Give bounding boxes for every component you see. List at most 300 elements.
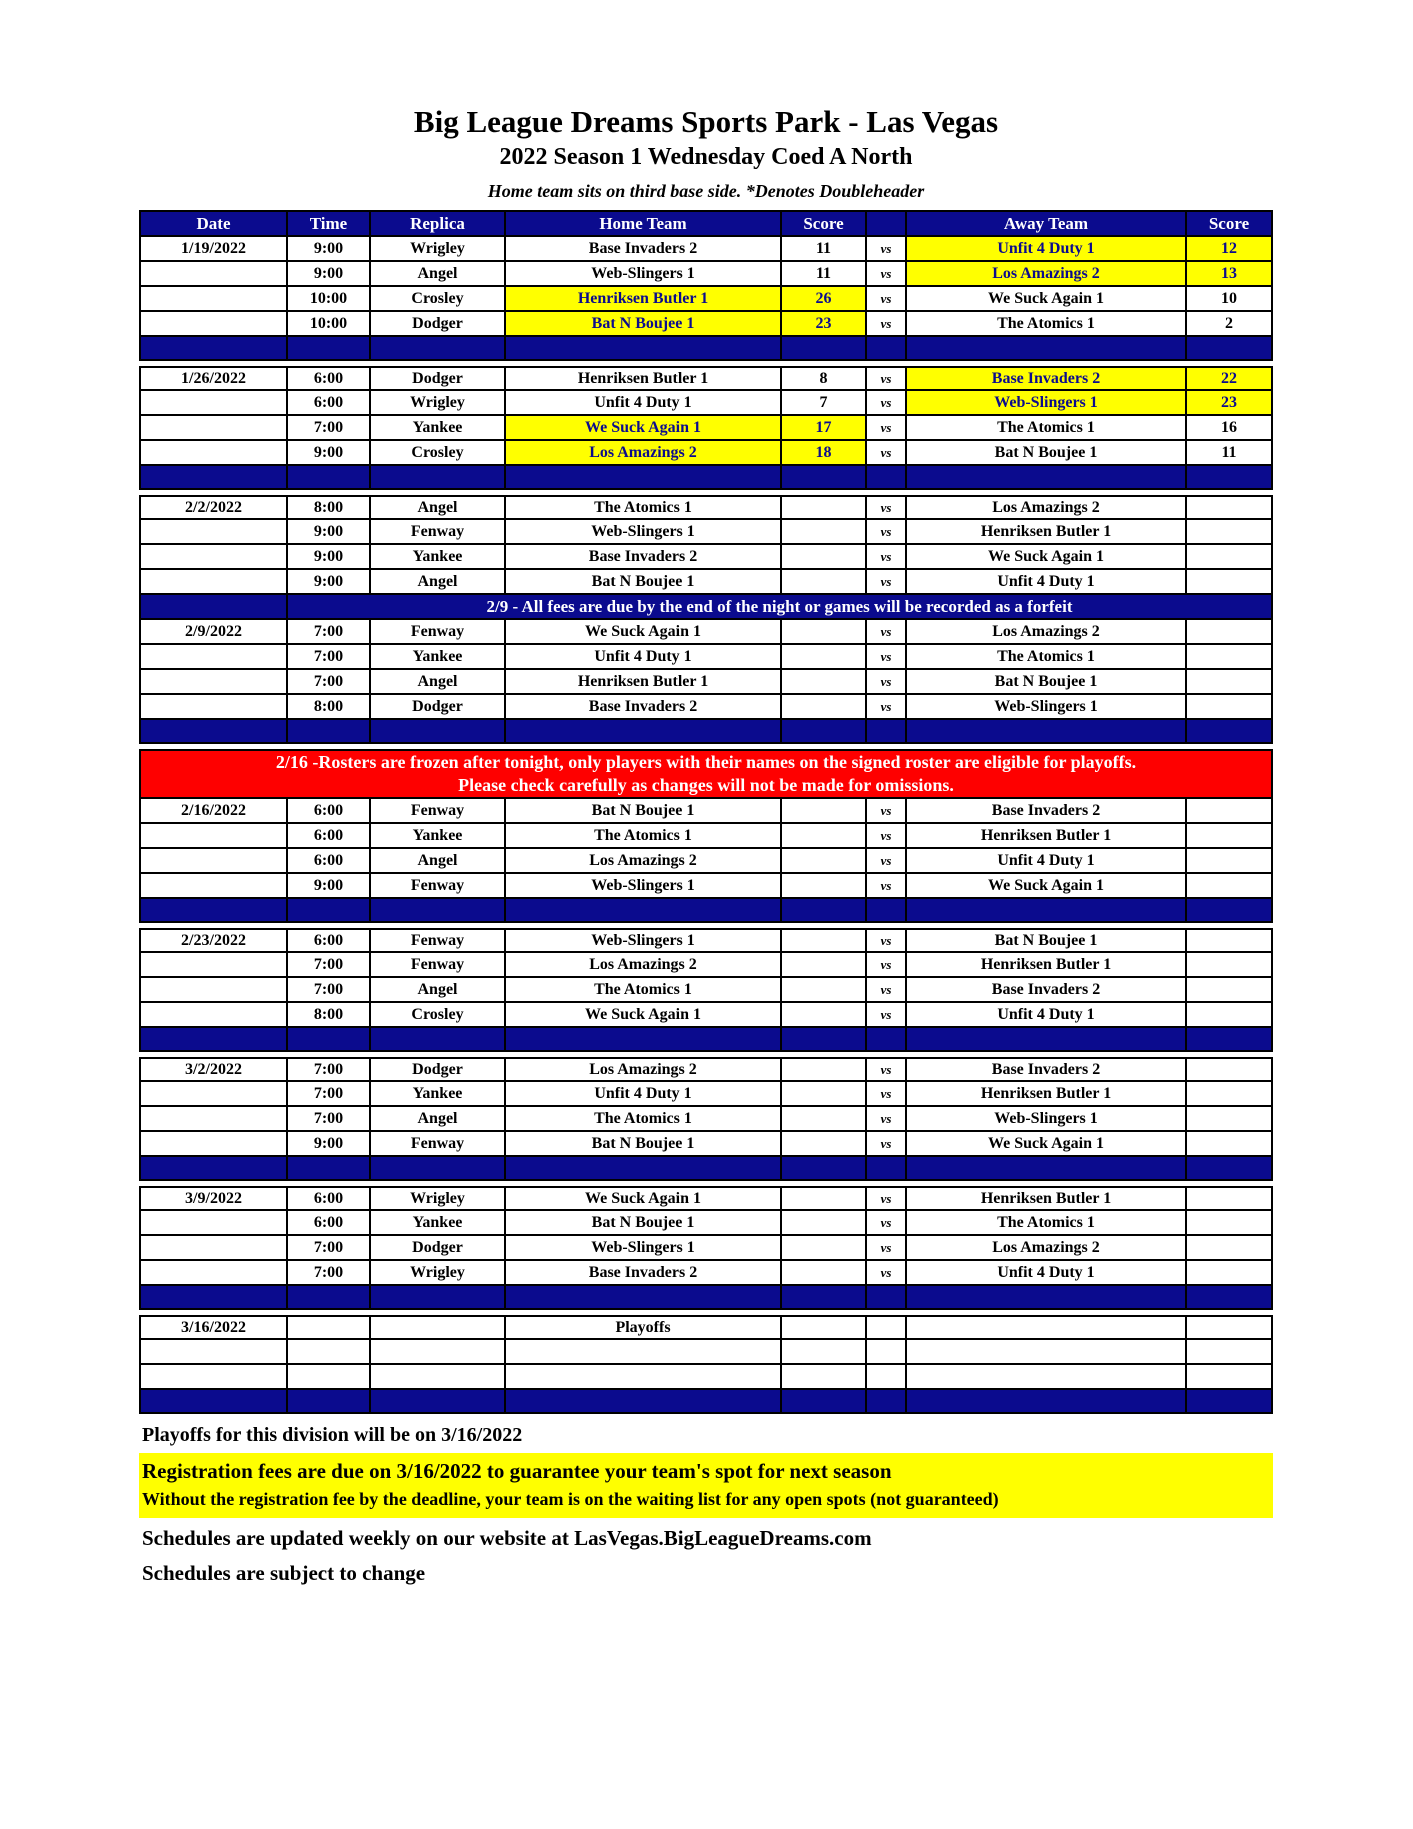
empty-cell	[371, 1340, 506, 1363]
subject-to-change-line: Schedules are subject to change	[142, 1561, 426, 1585]
empty-cell	[782, 1340, 867, 1363]
empty-cell	[867, 1365, 907, 1388]
vs-cell	[867, 620, 907, 643]
vs-cell	[867, 312, 907, 335]
home-team-score	[782, 520, 867, 543]
registration-due-line: Registration fees are due on 3/16/2022 to guarantee your team's spot for next season	[142, 1459, 892, 1483]
vs-cell	[867, 953, 907, 976]
fees-note-text: 2/9 - All fees are due by the end of the night or games will be recorded as a forfeit	[288, 595, 1273, 618]
separator-cell	[141, 1028, 288, 1050]
separator-cell	[867, 899, 907, 921]
separator-row	[139, 1286, 1273, 1310]
game-row	[139, 1132, 1273, 1157]
away-team-name: Los Amazings 2	[907, 262, 1187, 285]
away-team-score	[1187, 1317, 1273, 1338]
home-team-name: Bat N Boujee 1	[506, 1132, 782, 1155]
separator-row	[139, 337, 1273, 361]
game-time: 6:00	[288, 1211, 371, 1234]
home-team-name: The Atomics 1	[506, 824, 782, 847]
separator-cell	[907, 466, 1187, 488]
vs-cell	[867, 1236, 907, 1259]
game-replica: Fenway	[371, 1132, 506, 1155]
game-replica	[371, 1317, 506, 1338]
home-team-name: Los Amazings 2	[506, 441, 782, 464]
vs-cell	[867, 1003, 907, 1026]
home-team-score	[782, 695, 867, 718]
away-team-name: Base Invaders 2	[907, 799, 1187, 822]
separator-cell	[867, 1286, 907, 1308]
separator-cell	[1187, 1390, 1273, 1412]
away-team-score	[1187, 570, 1273, 593]
away-team-name: Unfit 4 Duty 1	[907, 1261, 1187, 1284]
separator-cell	[288, 337, 371, 359]
separator-cell	[1187, 337, 1273, 359]
away-team-name: The Atomics 1	[907, 416, 1187, 439]
away-team-score: 2	[1187, 312, 1273, 335]
home-team-score: 11	[782, 262, 867, 285]
game-replica: Angel	[371, 849, 506, 872]
vs-cell	[867, 520, 907, 543]
game-replica: Fenway	[371, 930, 506, 951]
game-row	[139, 978, 1273, 1003]
separator-cell	[371, 466, 506, 488]
game-date: 2/23/2022	[141, 930, 288, 951]
away-team-score	[1187, 1211, 1273, 1234]
game-replica: Yankee	[371, 824, 506, 847]
game-date: 1/26/2022	[141, 368, 288, 389]
separator-cell	[506, 1028, 782, 1050]
away-team-name: Web-Slingers 1	[907, 695, 1187, 718]
game-row	[139, 1211, 1273, 1236]
separator-cell	[141, 1286, 288, 1308]
home-team-score: 18	[782, 441, 867, 464]
vs-cell	[867, 874, 907, 897]
vs-cell	[867, 416, 907, 439]
header-time: Time	[288, 212, 371, 235]
home-team-score	[782, 645, 867, 668]
game-date	[141, 1236, 288, 1259]
vs-label: vs	[880, 932, 892, 948]
game-replica: Fenway	[371, 874, 506, 897]
away-team-name: Henriksen Butler 1	[907, 1082, 1187, 1105]
home-team-name: Bat N Boujee 1	[506, 570, 782, 593]
home-team-name: Base Invaders 2	[506, 237, 782, 260]
separator-cell	[288, 1157, 371, 1179]
away-team-score	[1187, 799, 1273, 822]
vs-cell	[867, 645, 907, 668]
game-time: 7:00	[288, 978, 371, 1001]
separator-row	[139, 899, 1273, 923]
home-team-name: Playoffs	[506, 1317, 782, 1338]
game-time: 8:00	[288, 497, 371, 518]
game-row	[139, 1107, 1273, 1132]
away-team-name: Base Invaders 2	[907, 1059, 1187, 1080]
game-replica: Crosley	[371, 441, 506, 464]
away-team-name: Bat N Boujee 1	[907, 441, 1187, 464]
home-team-score	[782, 570, 867, 593]
game-row	[139, 620, 1273, 645]
away-team-name: Unfit 4 Duty 1	[907, 237, 1187, 260]
game-replica: Dodger	[371, 368, 506, 389]
separator-cell	[288, 720, 371, 742]
game-date	[141, 953, 288, 976]
home-team-name: We Suck Again 1	[506, 620, 782, 643]
away-team-score: 10	[1187, 287, 1273, 310]
header-date: Date	[141, 212, 288, 235]
home-team-name: Base Invaders 2	[506, 545, 782, 568]
game-row	[139, 262, 1273, 287]
vs-label: vs	[880, 265, 892, 281]
playoffs-date-line: Playoffs for this division will be on 3/16/2022	[142, 1424, 523, 1446]
vs-cell	[867, 1317, 907, 1338]
game-time: 6:00	[288, 391, 371, 414]
vs-cell	[867, 978, 907, 1001]
home-team-score	[782, 1211, 867, 1234]
away-team-score: 13	[1187, 262, 1273, 285]
home-team-score	[782, 849, 867, 872]
vs-cell	[867, 441, 907, 464]
empty-cell	[141, 1340, 288, 1363]
vs-cell	[867, 1211, 907, 1234]
header-away-score: Score	[1187, 212, 1273, 235]
game-time: 7:00	[288, 1059, 371, 1080]
footer	[139, 1423, 1273, 1586]
away-team-name: We Suck Again 1	[907, 545, 1187, 568]
away-team-score	[1187, 1188, 1273, 1209]
home-team-name: Los Amazings 2	[506, 849, 782, 872]
separator-cell	[371, 1390, 506, 1412]
vs-label: vs	[880, 852, 892, 868]
separator-cell	[1187, 1286, 1273, 1308]
vs-cell	[867, 930, 907, 951]
vs-cell	[867, 287, 907, 310]
game-time: 6:00	[288, 930, 371, 951]
game-date	[141, 1261, 288, 1284]
game-row	[139, 874, 1273, 899]
separator-cell	[506, 466, 782, 488]
game-replica: Crosley	[371, 1003, 506, 1026]
home-team-name: The Atomics 1	[506, 497, 782, 518]
separator-cell	[506, 1390, 782, 1412]
separator-cell	[288, 1028, 371, 1050]
vs-label: vs	[880, 623, 892, 639]
separator-cell	[907, 1028, 1187, 1050]
home-team-score	[782, 930, 867, 951]
away-team-name: The Atomics 1	[907, 312, 1187, 335]
game-date: 3/2/2022	[141, 1059, 288, 1080]
home-team-name: Bat N Boujee 1	[506, 1211, 782, 1234]
home-team-score	[782, 1236, 867, 1259]
game-time: 9:00	[288, 1132, 371, 1155]
vs-label: vs	[880, 698, 892, 714]
vs-label: vs	[880, 444, 892, 460]
vs-label: vs	[880, 573, 892, 589]
separator-cell	[371, 899, 506, 921]
empty-cell	[141, 1365, 288, 1388]
home-team-name: The Atomics 1	[506, 1107, 782, 1130]
game-replica: Angel	[371, 570, 506, 593]
vs-label: vs	[880, 1264, 892, 1280]
vs-cell	[867, 1261, 907, 1284]
separator-row	[139, 1390, 1273, 1414]
schedule-sheet	[139, 0, 1273, 1586]
away-team-score	[1187, 824, 1273, 847]
game-replica: Angel	[371, 497, 506, 518]
fees-note-row	[139, 595, 1273, 620]
game-replica: Fenway	[371, 520, 506, 543]
away-team-score: 11	[1187, 441, 1273, 464]
game-date: 2/9/2022	[141, 620, 288, 643]
home-team-name: Henriksen Butler 1	[506, 368, 782, 389]
game-row	[139, 520, 1273, 545]
away-team-score	[1187, 930, 1273, 951]
game-date	[141, 824, 288, 847]
playoffs-row	[139, 1315, 1273, 1340]
home-team-score	[782, 1132, 867, 1155]
game-row	[139, 1236, 1273, 1261]
roster-freeze-line2: Please check carefully as changes will not be made for omissions.	[458, 775, 954, 795]
away-team-score	[1187, 497, 1273, 518]
home-team-name: Unfit 4 Duty 1	[506, 1082, 782, 1105]
game-time: 6:00	[288, 824, 371, 847]
game-row	[139, 287, 1273, 312]
home-team-name: Web-Slingers 1	[506, 262, 782, 285]
away-team-score	[1187, 695, 1273, 718]
waiting-list-line: Without the registration fee by the deadline, your team is on the waiting list for any open spots (not guaranteed)	[142, 1489, 999, 1509]
vs-cell	[867, 670, 907, 693]
separator-row	[139, 1157, 1273, 1181]
separator-row	[139, 1028, 1273, 1052]
separator-cell	[907, 1390, 1187, 1412]
game-date	[141, 570, 288, 593]
website-line: Schedules are updated weekly on our website at LasVegas.BigLeagueDreams.com	[142, 1526, 872, 1550]
game-date	[141, 391, 288, 414]
game-row	[139, 849, 1273, 874]
home-team-name: Web-Slingers 1	[506, 1236, 782, 1259]
home-team-score: 8	[782, 368, 867, 389]
separator-cell	[782, 466, 867, 488]
away-team-name: Henriksen Butler 1	[907, 1188, 1187, 1209]
roster-freeze-line1: 2/16 -Rosters are frozen after tonight, only players with their names on the signed roster are eligible for playoffs.	[275, 752, 1137, 772]
vs-label: vs	[880, 1061, 892, 1077]
schedule-rows	[139, 237, 1273, 1414]
separator-cell	[506, 899, 782, 921]
home-team-score	[782, 1003, 867, 1026]
separator-cell	[1187, 1028, 1273, 1050]
game-row	[139, 1003, 1273, 1028]
away-team-score	[1187, 620, 1273, 643]
game-row	[139, 645, 1273, 670]
separator-cell	[907, 337, 1187, 359]
game-row	[139, 391, 1273, 416]
game-date	[141, 645, 288, 668]
vs-cell	[867, 1059, 907, 1080]
game-time: 7:00	[288, 416, 371, 439]
away-team-name: Unfit 4 Duty 1	[907, 1003, 1187, 1026]
home-team-score	[782, 1082, 867, 1105]
game-replica: Dodger	[371, 1236, 506, 1259]
home-team-score	[782, 1317, 867, 1338]
separator-cell	[371, 1286, 506, 1308]
home-team-score	[782, 1188, 867, 1209]
separator-cell	[371, 720, 506, 742]
home-team-name: Henriksen Butler 1	[506, 287, 782, 310]
home-team-name: We Suck Again 1	[506, 1188, 782, 1209]
home-team-name: Unfit 4 Duty 1	[506, 391, 782, 414]
vs-cell	[867, 391, 907, 414]
separator-cell	[506, 720, 782, 742]
home-team-score	[782, 1059, 867, 1080]
separator-cell	[867, 466, 907, 488]
separator-cell	[782, 1157, 867, 1179]
header-home-team: Home Team	[506, 212, 782, 235]
vs-label: vs	[880, 240, 892, 256]
away-team-score	[1187, 978, 1273, 1001]
away-team-name: The Atomics 1	[907, 645, 1187, 668]
separator-cell	[371, 1028, 506, 1050]
home-team-name: Los Amazings 2	[506, 953, 782, 976]
game-row	[139, 824, 1273, 849]
vs-cell	[867, 1188, 907, 1209]
separator-cell	[371, 1157, 506, 1179]
game-row	[139, 1186, 1273, 1211]
away-team-score	[1187, 1059, 1273, 1080]
away-team-name: Unfit 4 Duty 1	[907, 570, 1187, 593]
game-row	[139, 953, 1273, 978]
away-team-name: The Atomics 1	[907, 1211, 1187, 1234]
game-date	[141, 978, 288, 1001]
vs-cell	[867, 545, 907, 568]
separator-cell	[288, 1390, 371, 1412]
game-date	[141, 1082, 288, 1105]
home-team-name: Base Invaders 2	[506, 695, 782, 718]
registration-highlight-block	[139, 1453, 1273, 1518]
home-team-name: Bat N Boujee 1	[506, 799, 782, 822]
vs-label: vs	[880, 956, 892, 972]
home-team-score	[782, 620, 867, 643]
separator-cell	[867, 720, 907, 742]
away-team-score	[1187, 1236, 1273, 1259]
away-team-score: 12	[1187, 237, 1273, 260]
game-date	[141, 262, 288, 285]
game-replica: Yankee	[371, 545, 506, 568]
game-time: 7:00	[288, 1236, 371, 1259]
game-replica: Fenway	[371, 799, 506, 822]
home-team-note: Home team sits on third base side. *Denotes Doubleheader	[487, 181, 925, 201]
separator-cell	[141, 1390, 288, 1412]
game-date	[141, 441, 288, 464]
game-date: 1/19/2022	[141, 237, 288, 260]
game-replica: Fenway	[371, 953, 506, 976]
home-team-score: 17	[782, 416, 867, 439]
separator-cell	[867, 1028, 907, 1050]
vs-cell	[867, 262, 907, 285]
separator-cell	[141, 720, 288, 742]
away-team-name: We Suck Again 1	[907, 287, 1187, 310]
away-team-score	[1187, 645, 1273, 668]
separator-cell	[907, 1157, 1187, 1179]
away-team-score	[1187, 874, 1273, 897]
game-row	[139, 695, 1273, 720]
vs-label: vs	[880, 648, 892, 664]
game-row	[139, 366, 1273, 391]
separator-row	[139, 720, 1273, 744]
separator-cell	[867, 1390, 907, 1412]
away-team-name: Web-Slingers 1	[907, 1107, 1187, 1130]
game-date	[141, 520, 288, 543]
vs-cell	[867, 368, 907, 389]
separator-cell	[867, 337, 907, 359]
header-away-team: Away Team	[907, 212, 1187, 235]
header-home-score: Score	[782, 212, 867, 235]
roster-freeze-text	[141, 751, 1273, 797]
home-team-name: Bat N Boujee 1	[506, 312, 782, 335]
separator-cell	[288, 1286, 371, 1308]
separator-cell	[506, 1157, 782, 1179]
game-time: 8:00	[288, 695, 371, 718]
away-team-name: We Suck Again 1	[907, 1132, 1187, 1155]
empty-cell	[867, 1340, 907, 1363]
game-row	[139, 545, 1273, 570]
separator-cell	[1187, 720, 1273, 742]
vs-label: vs	[880, 1239, 892, 1255]
vs-cell	[867, 1107, 907, 1130]
game-replica: Angel	[371, 262, 506, 285]
game-replica: Wrigley	[371, 391, 506, 414]
separator-cell	[1187, 466, 1273, 488]
away-team-name: Henriksen Butler 1	[907, 953, 1187, 976]
game-date	[141, 1107, 288, 1130]
away-team-score	[1187, 1003, 1273, 1026]
vs-label: vs	[880, 499, 892, 515]
game-time: 9:00	[288, 874, 371, 897]
away-team-name: Los Amazings 2	[907, 1236, 1187, 1259]
away-team-score: 23	[1187, 391, 1273, 414]
empty-row	[139, 1365, 1273, 1390]
separator-cell	[782, 337, 867, 359]
game-time: 6:00	[288, 799, 371, 822]
game-replica: Wrigley	[371, 1188, 506, 1209]
roster-freeze-banner	[139, 749, 1273, 799]
game-time: 9:00	[288, 262, 371, 285]
empty-cell	[907, 1365, 1187, 1388]
game-replica: Yankee	[371, 1082, 506, 1105]
home-team-name: Unfit 4 Duty 1	[506, 645, 782, 668]
game-date: 2/16/2022	[141, 799, 288, 822]
home-team-name: Web-Slingers 1	[506, 874, 782, 897]
away-team-name: Los Amazings 2	[907, 497, 1187, 518]
home-team-name: Web-Slingers 1	[506, 930, 782, 951]
separator-cell	[288, 899, 371, 921]
home-team-score	[782, 1107, 867, 1130]
game-date	[141, 545, 288, 568]
home-team-name: Web-Slingers 1	[506, 520, 782, 543]
vs-cell	[867, 849, 907, 872]
game-row	[139, 1082, 1273, 1107]
separator-cell	[141, 899, 288, 921]
separator-cell	[782, 1028, 867, 1050]
home-team-score	[782, 799, 867, 822]
game-date	[141, 849, 288, 872]
vs-cell	[867, 824, 907, 847]
home-team-name: We Suck Again 1	[506, 416, 782, 439]
away-team-name: Henriksen Butler 1	[907, 520, 1187, 543]
separator-row	[139, 466, 1273, 490]
vs-label: vs	[880, 370, 892, 386]
away-team-name	[907, 1317, 1187, 1338]
home-team-score: 26	[782, 287, 867, 310]
game-replica: Dodger	[371, 312, 506, 335]
